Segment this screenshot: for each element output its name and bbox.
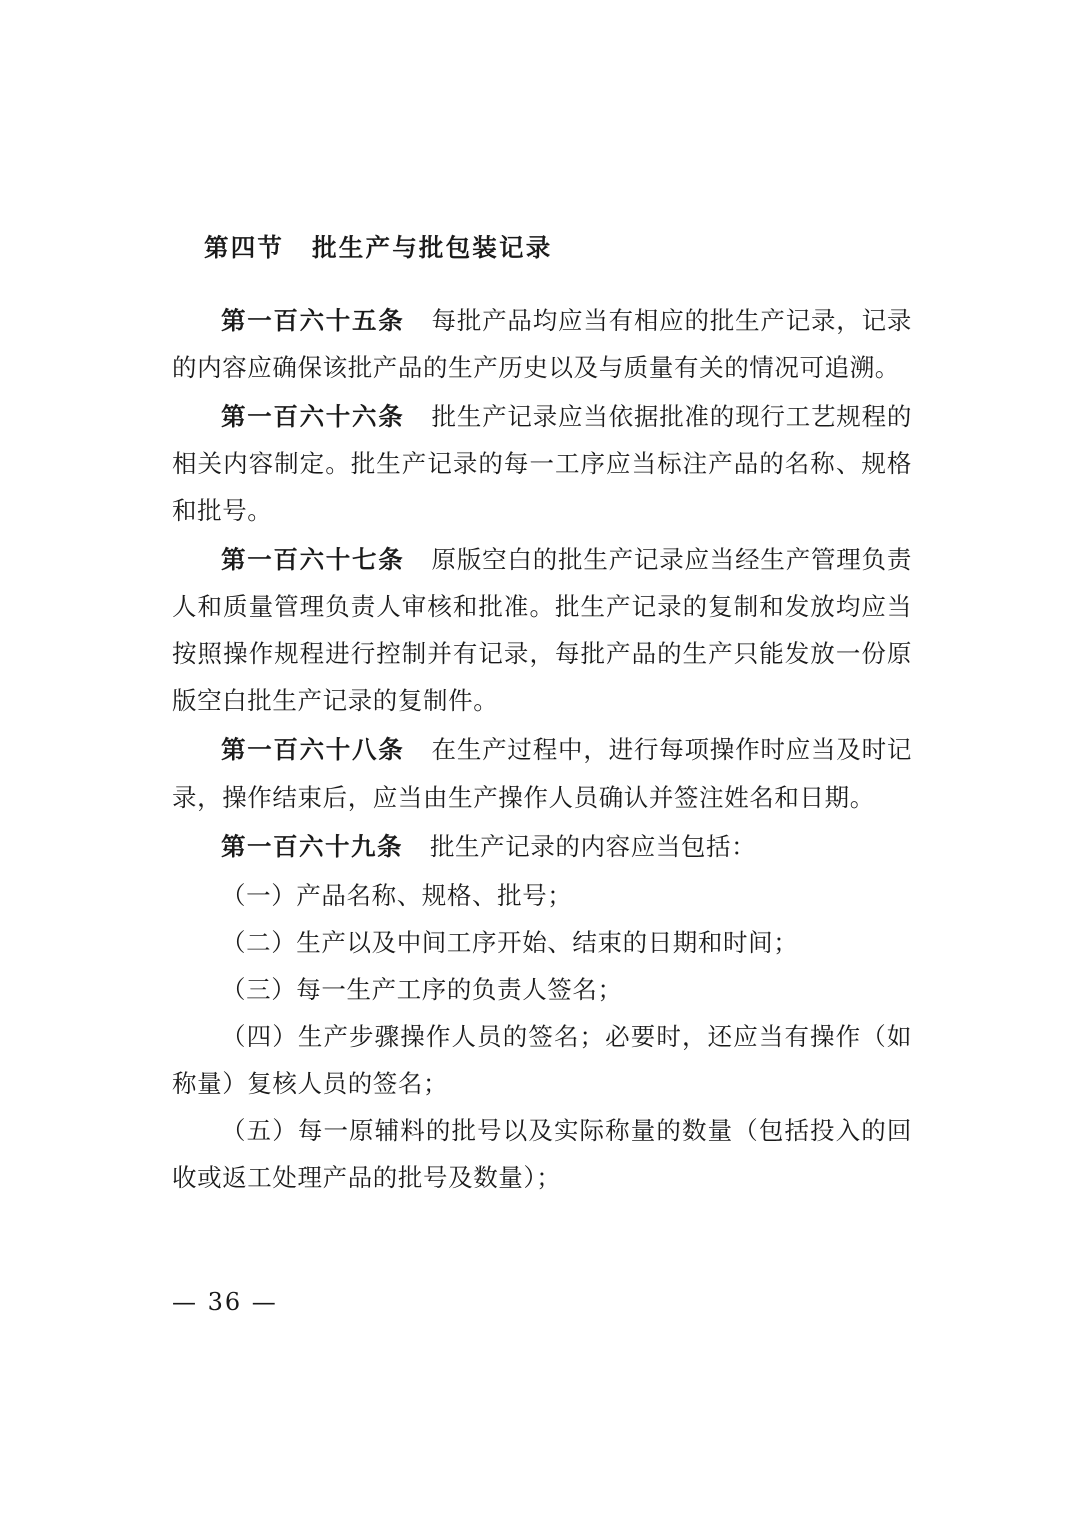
section-heading-label: 第四节 <box>204 233 285 262</box>
article-paragraph <box>172 726 912 820</box>
list-item: （五）每一原辅料的批号以及实际称量的数量（包括投入的回收或返工处理产品的批号及数量）； <box>172 1115 912 1192</box>
article-text: 原版空白的批生产记录应当经生产管理负责人和质量管理负责人审核和批准。批生产记录的复制和发放均应当按照操作规程进行控制并有记录，每批产品的生产只能发放一份原版空白批生产记录的复制件。 <box>172 545 912 716</box>
article-paragraph <box>172 393 912 534</box>
article-text: 每批产品均应当有相应的批生产记录，记录的内容应确保该批产品的生产历史以及与质量有关的情况可追溯。 <box>172 306 912 383</box>
article-text: 批生产记录的内容应当包括： <box>429 831 757 861</box>
article-number: 第一百六十五条 <box>221 306 405 336</box>
article-number: 第一百六十六条 <box>221 402 405 432</box>
section-heading-title: 批生产与批包装记录 <box>312 233 553 262</box>
article-text: 批生产记录应当依据批准的现行工艺规程的相关内容制定。批生产记录的每一工序应当标注产品的名称、规格和批号。 <box>172 402 912 526</box>
article-text: 在生产过程中，进行每项操作时应当及时记录，操作结束后，应当由生产操作人员确认并签注姓名和日期。 <box>172 735 912 812</box>
list-item: （四）生产步骤操作人员的签名；必要时，还应当有操作（如称量）复核人员的签名； <box>172 1021 912 1098</box>
list-item: （三）每一生产工序的负责人签名； <box>221 974 623 1004</box>
article-paragraph <box>172 297 912 391</box>
article-number: 第一百六十八条 <box>221 735 405 765</box>
article-paragraph <box>172 823 912 870</box>
list-item: （二）生产以及中间工序开始、结束的日期和时间； <box>221 927 799 957</box>
page-content <box>172 228 912 1201</box>
section-heading <box>204 228 912 267</box>
article-paragraph <box>172 536 912 724</box>
list-item: （一）产品名称、规格、批号； <box>221 880 573 910</box>
page-number: — 36 — <box>172 1288 278 1316</box>
article-number: 第一百六十九条 <box>221 831 403 861</box>
article-number: 第一百六十七条 <box>221 545 405 575</box>
